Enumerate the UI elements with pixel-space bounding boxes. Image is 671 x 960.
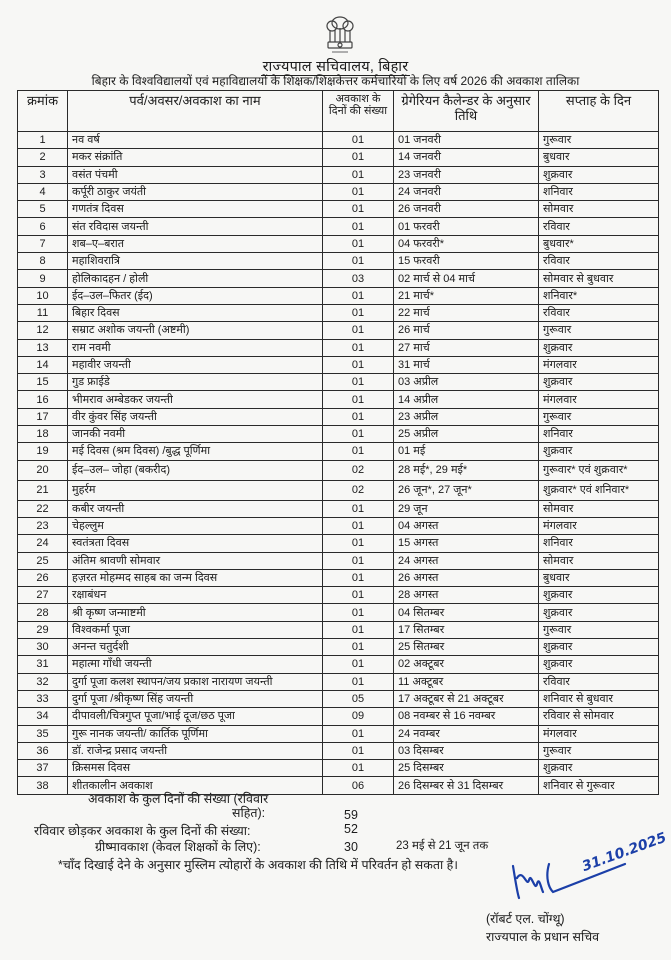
cell-date: 26 मार्च — [394, 322, 539, 339]
cell-holiday-name: होलिकादहन / होली — [68, 270, 323, 287]
cell-serial-number: 23 — [18, 517, 68, 534]
cell-weekday: शुक्रवार* एवं शनिवार* — [539, 480, 659, 500]
signer-name: (रॉबर्ट एल. चोंग्थू) — [486, 912, 565, 926]
cell-days-count: 02 — [323, 480, 394, 500]
cell-holiday-name: गणतंत्र दिवस — [68, 201, 323, 218]
cell-date: 11 अक्टूबर — [394, 673, 539, 690]
cell-weekday: बुधवार — [539, 569, 659, 586]
cell-date: 02 मार्च से 04 मार्च — [394, 270, 539, 287]
cell-days-count: 01 — [323, 339, 394, 356]
cell-serial-number: 35 — [18, 725, 68, 742]
table-row — [18, 604, 659, 621]
table-row — [18, 480, 659, 500]
cell-days-count: 01 — [323, 356, 394, 373]
cell-date: 31 मार्च — [394, 356, 539, 373]
table-row — [18, 535, 659, 552]
cell-date: 25 दिसम्बर — [394, 760, 539, 777]
cell-weekday: शुक्रवार — [539, 760, 659, 777]
table-row — [18, 339, 659, 356]
cell-days-count: 02 — [323, 460, 394, 480]
table-row — [18, 587, 659, 604]
total-with-sundays-label-cont: सहित): — [232, 806, 266, 820]
cell-weekday: बुधवार — [539, 149, 659, 166]
table-row — [18, 426, 659, 443]
cell-weekday: शनिवार — [539, 183, 659, 200]
cell-date: 08 नवम्बर से 16 नवम्बर — [394, 708, 539, 725]
cell-holiday-name: राम नवमी — [68, 339, 323, 356]
cell-weekday: बुधवार* — [539, 235, 659, 252]
cell-holiday-name: संत रविदास जयन्ती — [68, 218, 323, 235]
holiday-table — [17, 90, 659, 795]
table-row — [18, 639, 659, 656]
handwritten-signature — [505, 858, 655, 906]
cell-weekday: रविवार — [539, 304, 659, 321]
cell-weekday: सोमवार — [539, 500, 659, 517]
cell-weekday: शुक्रवार — [539, 166, 659, 183]
cell-days-count: 01 — [323, 604, 394, 621]
table-row — [18, 183, 659, 200]
cell-serial-number: 17 — [18, 408, 68, 425]
cell-serial-number: 2 — [18, 149, 68, 166]
table-row — [18, 166, 659, 183]
cell-date: 26 अगस्त — [394, 569, 539, 586]
cell-days-count: 01 — [323, 235, 394, 252]
cell-serial-number: 1 — [18, 132, 68, 149]
cell-days-count: 01 — [323, 408, 394, 425]
summer-vacation-range: 23 मई से 21 जून तक — [396, 840, 489, 852]
cell-holiday-name: मुहर्रम — [68, 480, 323, 500]
cell-weekday: शनिवार — [539, 535, 659, 552]
cell-weekday: शुक्रवार — [539, 656, 659, 673]
cell-date: 15 फरवरी — [394, 253, 539, 270]
cell-serial-number: 4 — [18, 183, 68, 200]
cell-holiday-name: श्री कृष्ण जन्माष्टमी — [68, 604, 323, 621]
national-emblem-icon — [322, 14, 358, 58]
cell-holiday-name: हज़रत मोहम्मद साहब का जन्म दिवस — [68, 569, 323, 586]
cell-days-count: 01 — [323, 517, 394, 534]
table-row — [18, 132, 659, 149]
column-header-name: पर्व/अवसर/अवकाश का नाम — [68, 91, 323, 132]
column-header-sn: क्रमांक — [18, 91, 68, 132]
signer-designation: राज्यपाल के प्रधान सचिव — [486, 930, 600, 944]
cell-holiday-name: मकर संक्रांति — [68, 149, 323, 166]
cell-weekday: गुरूवार — [539, 132, 659, 149]
cell-days-count: 01 — [323, 426, 394, 443]
cell-holiday-name: रक्षाबंधन — [68, 587, 323, 604]
cell-days-count: 01 — [323, 621, 394, 638]
cell-date: 28 अगस्त — [394, 587, 539, 604]
cell-days-count: 01 — [323, 374, 394, 391]
cell-weekday: गुरूवार — [539, 408, 659, 425]
summer-vacation-value: 30 — [344, 840, 358, 854]
cell-serial-number: 26 — [18, 569, 68, 586]
cell-holiday-name: बिहार दिवस — [68, 304, 323, 321]
cell-date: 15 अगस्त — [394, 535, 539, 552]
cell-serial-number: 28 — [18, 604, 68, 621]
column-header-date: ग्रेगेरियन कैलेन्डर के अनुसार तिथि — [394, 91, 539, 132]
table-row — [18, 742, 659, 759]
cell-days-count: 01 — [323, 201, 394, 218]
table-row — [18, 500, 659, 517]
cell-weekday: रविवार से सोमवार — [539, 708, 659, 725]
table-row — [18, 408, 659, 425]
cell-days-count: 01 — [323, 218, 394, 235]
cell-holiday-name: सम्राट अशोक जयन्ती (अष्टमी) — [68, 322, 323, 339]
cell-date: 21 मार्च* — [394, 287, 539, 304]
cell-serial-number: 25 — [18, 552, 68, 569]
cell-date: 03 दिसम्बर — [394, 742, 539, 759]
cell-holiday-name: मई दिवस (श्रम दिवस) /बुद्ध पूर्णिमा — [68, 443, 323, 460]
table-row — [18, 218, 659, 235]
cell-days-count: 01 — [323, 656, 394, 673]
cell-days-count: 03 — [323, 270, 394, 287]
cell-holiday-name: नव वर्ष — [68, 132, 323, 149]
cell-holiday-name: विश्वकर्मा पूजा — [68, 621, 323, 638]
cell-serial-number: 12 — [18, 322, 68, 339]
cell-weekday: गुरूवार — [539, 621, 659, 638]
cell-serial-number: 24 — [18, 535, 68, 552]
cell-days-count: 01 — [323, 287, 394, 304]
document-subtitle: बिहार के विश्वविद्यालयों एवं महाविद्यालयों के शिक्षक/शिक्षकेत्तर कर्मचारियों के लिए वर्ष 2026 की अवकाश तालिका — [91, 74, 580, 88]
cell-serial-number: 36 — [18, 742, 68, 759]
cell-days-count: 01 — [323, 587, 394, 604]
cell-days-count: 01 — [323, 760, 394, 777]
cell-serial-number: 21 — [18, 480, 68, 500]
cell-date: 01 फरवरी — [394, 218, 539, 235]
cell-days-count: 01 — [323, 742, 394, 759]
cell-date: 24 नवम्बर — [394, 725, 539, 742]
cell-days-count: 01 — [323, 639, 394, 656]
cell-days-count: 01 — [323, 391, 394, 408]
cell-holiday-name: डॉ. राजेन्द्र प्रसाद जयन्ती — [68, 742, 323, 759]
cell-weekday: शनिवार* — [539, 287, 659, 304]
cell-holiday-name: जानकी नवमी — [68, 426, 323, 443]
cell-date: 17 अक्टूबर से 21 अक्टूबर — [394, 690, 539, 707]
cell-holiday-name: दुर्गा पूजा कलश स्थापन/जय प्रकाश नारायण जयन्ती — [68, 673, 323, 690]
cell-date: 24 जनवरी — [394, 183, 539, 200]
cell-holiday-name: दुर्गा पूजा /श्रीकृष्ण सिंह जयन्ती — [68, 690, 323, 707]
cell-holiday-name: ईद–उल–फितर (ईद) — [68, 287, 323, 304]
cell-serial-number: 16 — [18, 391, 68, 408]
cell-serial-number: 8 — [18, 253, 68, 270]
table-row — [18, 443, 659, 460]
cell-serial-number: 10 — [18, 287, 68, 304]
cell-date: 22 मार्च — [394, 304, 539, 321]
cell-date: 14 अप्रील — [394, 391, 539, 408]
table-row — [18, 621, 659, 638]
cell-holiday-name: चेहल्लुम — [68, 517, 323, 534]
cell-serial-number: 27 — [18, 587, 68, 604]
table-row — [18, 149, 659, 166]
cell-weekday: मंगलवार — [539, 725, 659, 742]
cell-holiday-name: अनन्त चतुर्दशी — [68, 639, 323, 656]
column-header-days: अवकाश के दिनों की संख्या — [323, 91, 394, 132]
cell-date: 02 अक्टूबर — [394, 656, 539, 673]
cell-serial-number: 11 — [18, 304, 68, 321]
cell-serial-number: 38 — [18, 777, 68, 794]
cell-serial-number: 15 — [18, 374, 68, 391]
table-row — [18, 322, 659, 339]
cell-date: 28 मई*, 29 मई* — [394, 460, 539, 480]
cell-days-count: 01 — [323, 149, 394, 166]
cell-date: 23 जनवरी — [394, 166, 539, 183]
cell-weekday: शनिवार — [539, 426, 659, 443]
table-header-row — [18, 91, 659, 132]
cell-days-count: 01 — [323, 500, 394, 517]
signature-date: 31.10.2025 — [580, 829, 669, 876]
cell-serial-number: 13 — [18, 339, 68, 356]
cell-days-count: 06 — [323, 777, 394, 794]
summer-vacation-label: ग्रीष्मावकाश (केवल शिक्षकों के लिए): — [95, 840, 261, 854]
cell-serial-number: 18 — [18, 426, 68, 443]
table-row — [18, 552, 659, 569]
cell-date: 29 जून — [394, 500, 539, 517]
table-row — [18, 760, 659, 777]
cell-weekday: रविवार — [539, 253, 659, 270]
cell-days-count: 01 — [323, 535, 394, 552]
cell-holiday-name: शीतकालीन अवकाश — [68, 777, 323, 794]
cell-weekday: शुक्रवार — [539, 443, 659, 460]
cell-serial-number: 22 — [18, 500, 68, 517]
moon-sighting-footnote: *चाँद दिखाई देने के अनुसार मुस्लिम त्योहारों के अवकाश की तिथि में परिवर्तन हो सकता है। — [58, 858, 459, 872]
cell-holiday-name: गुड फ्राईडे — [68, 374, 323, 391]
cell-date: 23 अप्रील — [394, 408, 539, 425]
cell-serial-number: 37 — [18, 760, 68, 777]
table-row — [18, 374, 659, 391]
cell-serial-number: 31 — [18, 656, 68, 673]
cell-date: 26 दिसम्बर से 31 दिसम्बर — [394, 777, 539, 794]
cell-holiday-name: दीपावली/चित्रगुप्त पूजा/भाई दूज/छठ पूजा — [68, 708, 323, 725]
table-row — [18, 304, 659, 321]
total-without-sundays-label: रविवार छोड़कर अवकाश के कुल दिनों की संख्या: — [34, 824, 251, 838]
cell-date: 26 जनवरी — [394, 201, 539, 218]
cell-days-count: 01 — [323, 132, 394, 149]
cell-weekday: मंगलवार — [539, 391, 659, 408]
cell-serial-number: 7 — [18, 235, 68, 252]
table-row — [18, 287, 659, 304]
table-row — [18, 253, 659, 270]
cell-weekday: मंगलवार — [539, 517, 659, 534]
cell-holiday-name: वसंत पंचमी — [68, 166, 323, 183]
cell-days-count: 05 — [323, 690, 394, 707]
cell-holiday-name: कबीर जयन्ती — [68, 500, 323, 517]
total-with-sundays-label: अवकाश के कुल दिनों की संख्या (रविवार — [88, 792, 269, 806]
cell-days-count: 01 — [323, 673, 394, 690]
cell-days-count: 01 — [323, 569, 394, 586]
cell-holiday-name: महाशिवरात्रि — [68, 253, 323, 270]
cell-weekday: शनिवार से बुधवार — [539, 690, 659, 707]
cell-serial-number: 5 — [18, 201, 68, 218]
cell-date: 04 फरवरी* — [394, 235, 539, 252]
cell-weekday: शुक्रवार — [539, 374, 659, 391]
cell-days-count: 01 — [323, 304, 394, 321]
cell-holiday-name: स्वतंत्रता दिवस — [68, 535, 323, 552]
cell-date: 27 मार्च — [394, 339, 539, 356]
cell-days-count: 01 — [323, 253, 394, 270]
table-row — [18, 517, 659, 534]
cell-weekday: गुरूवार* एवं शुक्रवार* — [539, 460, 659, 480]
cell-weekday: रविवार — [539, 673, 659, 690]
cell-date: 17 सितम्बर — [394, 621, 539, 638]
cell-serial-number: 30 — [18, 639, 68, 656]
cell-weekday: सोमवार — [539, 552, 659, 569]
cell-holiday-name: गुरू नानक जयन्ती/ कार्तिक पूर्णिमा — [68, 725, 323, 742]
cell-days-count: 01 — [323, 183, 394, 200]
table-row — [18, 391, 659, 408]
cell-serial-number: 29 — [18, 621, 68, 638]
cell-date: 03 अप्रील — [394, 374, 539, 391]
cell-days-count: 01 — [323, 166, 394, 183]
cell-holiday-name: अंतिम श्रावणी सोमवार — [68, 552, 323, 569]
table-row — [18, 270, 659, 287]
table-row — [18, 356, 659, 373]
cell-date: 04 सितम्बर — [394, 604, 539, 621]
cell-weekday: शुक्रवार — [539, 339, 659, 356]
cell-holiday-name: कर्पूरी ठाकुर जयंती — [68, 183, 323, 200]
table-row — [18, 460, 659, 480]
cell-serial-number: 34 — [18, 708, 68, 725]
cell-weekday: गुरूवार — [539, 322, 659, 339]
cell-serial-number: 32 — [18, 673, 68, 690]
cell-date: 01 मई — [394, 443, 539, 460]
cell-weekday: सोमवार — [539, 201, 659, 218]
cell-date: 24 अगस्त — [394, 552, 539, 569]
cell-holiday-name: क्रिसमस दिवस — [68, 760, 323, 777]
column-header-weekday: सप्ताह के दिन — [539, 91, 659, 132]
cell-weekday: मंगलवार — [539, 356, 659, 373]
cell-holiday-name: महात्मा गाँधी जयन्ती — [68, 656, 323, 673]
cell-serial-number: 3 — [18, 166, 68, 183]
cell-weekday: शनिवार से गुरूवार — [539, 777, 659, 794]
cell-date: 26 जून*, 27 जून* — [394, 480, 539, 500]
cell-date: 25 अप्रील — [394, 426, 539, 443]
cell-holiday-name: महावीर जयन्ती — [68, 356, 323, 373]
cell-weekday: शुक्रवार — [539, 587, 659, 604]
cell-serial-number: 33 — [18, 690, 68, 707]
table-row — [18, 656, 659, 673]
table-row — [18, 201, 659, 218]
table-row — [18, 708, 659, 725]
table-row — [18, 569, 659, 586]
cell-date: 14 जनवरी — [394, 149, 539, 166]
cell-date: 25 सितम्बर — [394, 639, 539, 656]
cell-days-count: 09 — [323, 708, 394, 725]
cell-weekday: रविवार — [539, 218, 659, 235]
cell-weekday: गुरूवार — [539, 742, 659, 759]
cell-weekday: सोमवार से बुधवार — [539, 270, 659, 287]
cell-serial-number: 6 — [18, 218, 68, 235]
table-row — [18, 725, 659, 742]
cell-holiday-name: भीमराव अम्बेडकर जयन्ती — [68, 391, 323, 408]
cell-weekday: शुक्रवार — [539, 639, 659, 656]
cell-date: 01 जनवरी — [394, 132, 539, 149]
table-row — [18, 235, 659, 252]
cell-days-count: 01 — [323, 552, 394, 569]
cell-date: 04 अगस्त — [394, 517, 539, 534]
cell-days-count: 01 — [323, 725, 394, 742]
cell-weekday: शुक्रवार — [539, 604, 659, 621]
cell-holiday-name: शब–ए–बरात — [68, 235, 323, 252]
cell-serial-number: 14 — [18, 356, 68, 373]
total-without-sundays-value: 52 — [344, 822, 358, 836]
cell-holiday-name: ईद–उल– जोहा (बकरीद) — [68, 460, 323, 480]
cell-serial-number: 19 — [18, 443, 68, 460]
total-with-sundays-value: 59 — [344, 808, 358, 822]
cell-serial-number: 9 — [18, 270, 68, 287]
office-title-text: राज्यपाल सचिवालय, बिहार — [262, 59, 409, 75]
table-row — [18, 673, 659, 690]
cell-days-count: 01 — [323, 443, 394, 460]
table-row — [18, 690, 659, 707]
cell-serial-number: 20 — [18, 460, 68, 480]
cell-days-count: 01 — [323, 322, 394, 339]
cell-holiday-name: वीर कुंवर सिंह जयन्ती — [68, 408, 323, 425]
